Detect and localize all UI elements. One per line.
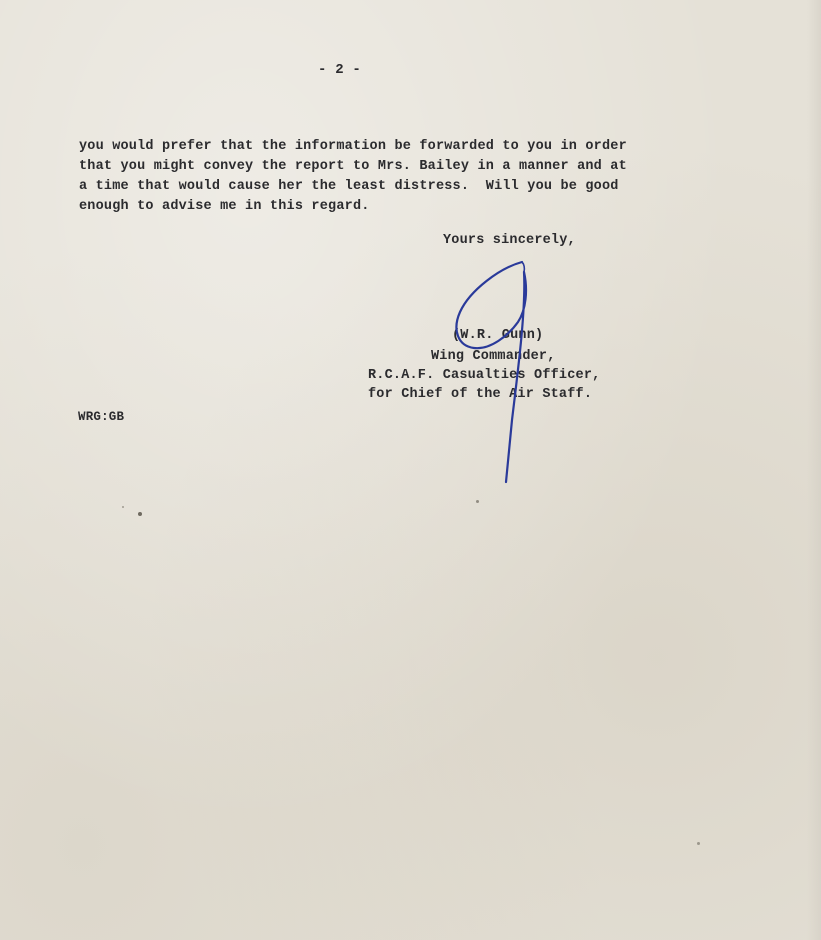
signatory-office: R.C.A.F. Casualties Officer,: [368, 368, 601, 383]
body-line: a time that would cause her the least distress. Will you be good: [79, 179, 619, 194]
reference-initials: WRG:GB: [78, 410, 125, 424]
handwritten-signature: [440, 250, 550, 490]
page-number: - 2 -: [318, 62, 362, 78]
paper-speck: [122, 506, 124, 508]
body-line: you would prefer that the information be forwarded to you in order: [79, 139, 627, 154]
signatory-on-behalf-of: for Chief of the Air Staff.: [368, 387, 593, 402]
paper-speck: [138, 512, 142, 516]
signatory-rank: Wing Commander,: [431, 349, 556, 364]
page-edge: [807, 0, 821, 940]
paper-speck: [476, 500, 479, 503]
paper-speck: [697, 842, 700, 845]
closing-salutation: Yours sincerely,: [443, 233, 576, 248]
signatory-name: (W.R. Gunn): [452, 328, 544, 343]
body-line: enough to advise me in this regard.: [79, 199, 370, 214]
body-line: that you might convey the report to Mrs. Bailey in a manner and at: [79, 159, 627, 174]
